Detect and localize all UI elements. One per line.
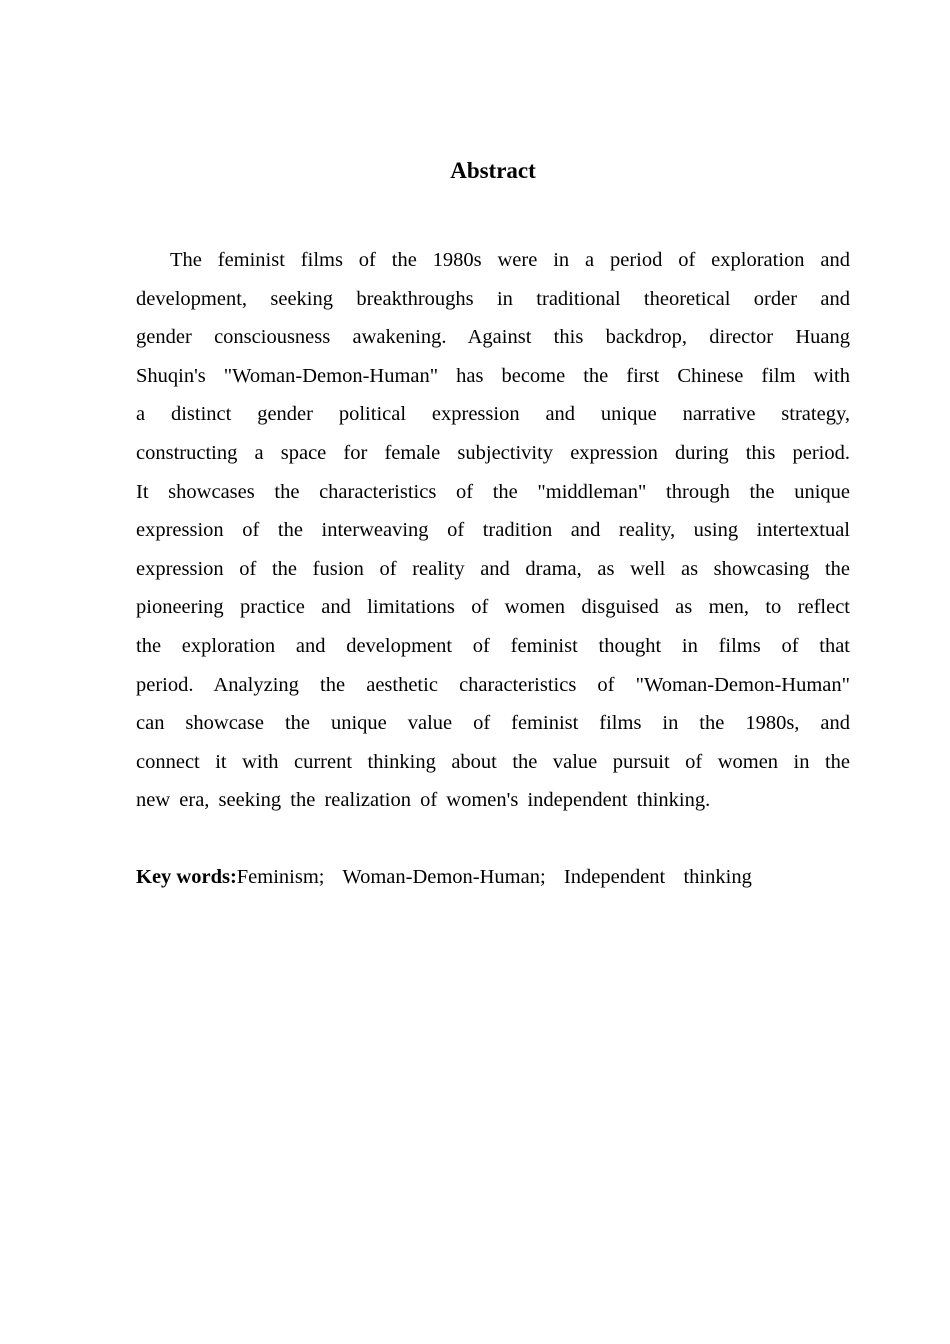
paragraph-line: Shuqin's "Woman-Demon-Human" has become the first Chinese film with	[136, 364, 850, 387]
paragraph-line: expression of the interweaving of tradition and reality, using intertextual	[136, 519, 850, 542]
keywords-label: Key words:	[136, 866, 237, 888]
paragraph-line: pioneering practice and limitations of women disguised as men, to reflect	[136, 596, 850, 619]
paragraph-line: connect it with current thinking about the value pursuit of women in the	[136, 750, 850, 773]
paragraph-line: the exploration and development of feminist thought in films of that	[136, 634, 850, 657]
paragraph-line: expression of the fusion of reality and drama, as well as showcasing the	[136, 557, 850, 580]
keywords-line	[136, 860, 752, 894]
paragraph-line: can showcase the unique value of feminist films in the 1980s, and	[136, 712, 850, 735]
abstract-title: Abstract	[450, 158, 536, 183]
paragraph-line: new era, seeking the realization of women's independent thinking.	[136, 789, 711, 812]
paragraph-line: development, seeking breakthroughs in traditional theoretical order and	[136, 287, 850, 310]
paragraph-line: constructing a space for female subjectivity expression during this period.	[136, 441, 850, 464]
paragraph-line: a distinct gender political expression and unique narrative strategy,	[136, 403, 850, 426]
paragraph-line: gender consciousness awakening. Against this backdrop, director Huang	[136, 326, 850, 349]
paragraph-line: The feminist films of the 1980s were in a period of exploration and	[170, 249, 850, 271]
abstract-paragraph	[136, 241, 850, 820]
keywords-value: Feminism; Woman-Demon-Human; Independent thinking	[236, 866, 752, 888]
paragraph-line: period. Analyzing the aesthetic characteristics of "Woman-Demon-Human"	[136, 673, 850, 696]
paragraph-line: It showcases the characteristics of the "middleman" through the unique	[136, 480, 850, 503]
